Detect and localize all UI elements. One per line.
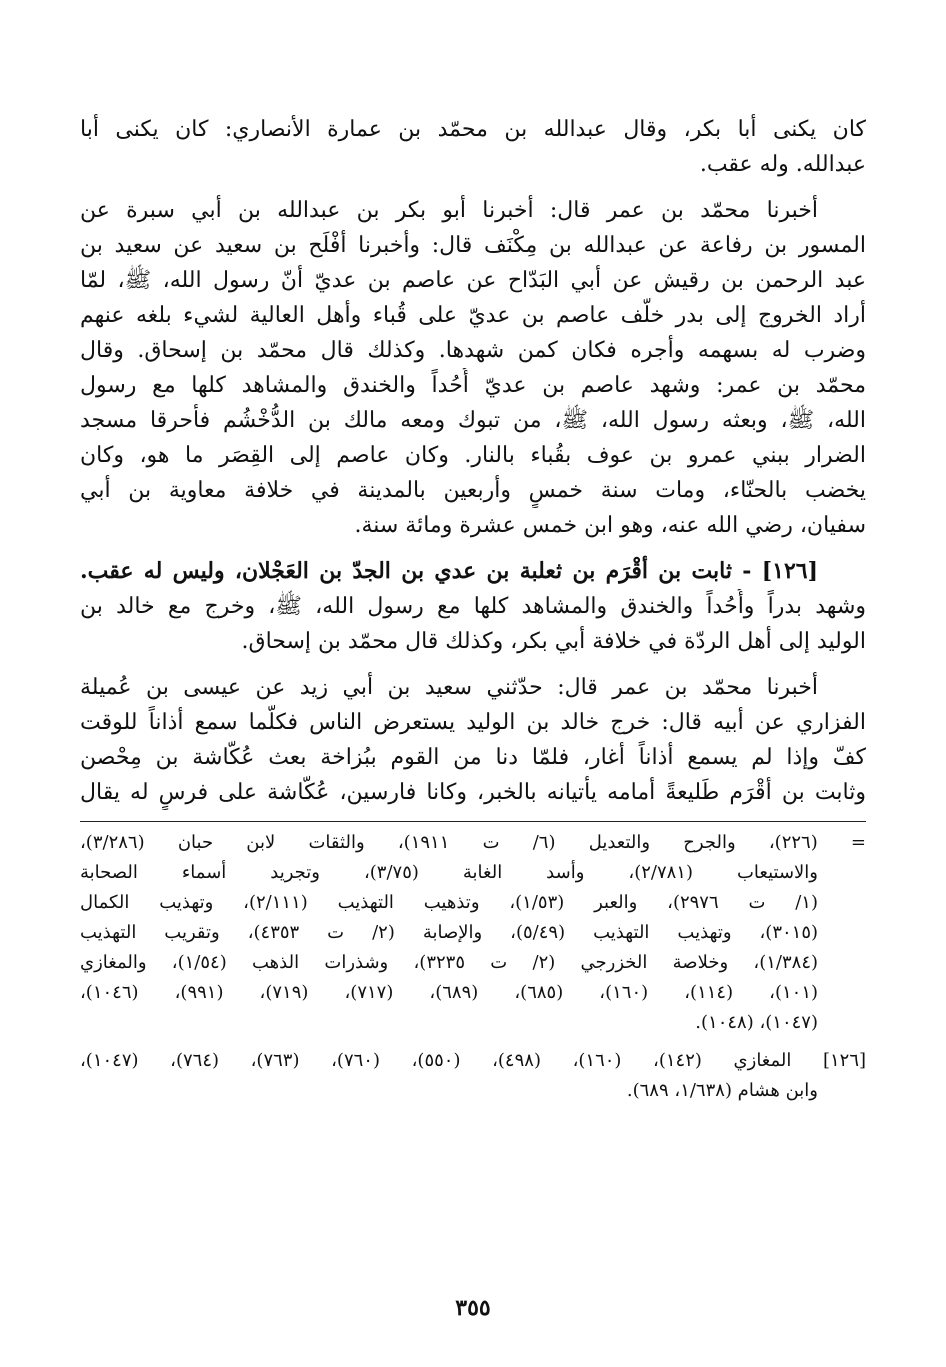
footnote-line: [١٢٦] المغازي (١٤٢)، (١٦٠)، (٤٩٨)، (٥٥٠)، (٧٦٠)، (٧٦٣)، (٧٦٤)، (١٠٤٧)، <box>80 1050 866 1071</box>
footnotes <box>80 828 866 1106</box>
text-line: المسور بن رفاعة عن عبدالله بن مِكْنَف قال: وأخبرنا أفْلَح بن سعيد عن سعيد بن <box>80 233 866 258</box>
footnote-line: (١/ ت ٢٩٧٦)، والعبر (١/٥٣)، وتذهيب التهذيب (٢/١١١)، وتهذيب الكمال <box>80 892 818 913</box>
text-line: محمّد بن عمر: وشهد عاصم بن عديّ أُحُداً والخندق والمشاهد كلها مع رسول <box>80 373 866 398</box>
text-line: أراد الخروج إلى بدر خلّف عاصم بن عديّ على قُباء وأهل العالية لشيء بلغه عنهم <box>80 303 866 328</box>
entry-heading: [١٢٦] - ثابت بن أقْرَم بن ثعلبة بن عدي بن الجدّ بن العَجْلان، وليس له عقب. <box>80 558 818 584</box>
text-line: وثابت بن أقْرَم طَليعةً أمامه يأتيانه بالخبر، وكانا فارسين، عُكّاشة على فرسٍ له يقال <box>80 780 866 805</box>
footnote-line: = (٢٢٦)، والجرح والتعديل (٦/ ت ١٩١١)، والثقات لابن حبان (٣/٢٨٦)، <box>80 832 866 853</box>
text-line: أخبرنا محمّد بن عمر قال: أخبرنا أبو بكر بن عبدالله بن أبي سبرة عن <box>80 198 818 223</box>
text-line: عبد الرحمن بن رقيش عن أبي البَدّاح عن عاصم بن عديّ أنّ رسول الله، ﷺ، لمّا <box>80 268 866 293</box>
paragraph-4 <box>80 670 866 810</box>
footnote-line: (١٠٤٧)، (١٠٤٨). <box>695 1012 818 1033</box>
footnote-continuation <box>80 828 866 1038</box>
footnote-line: والاستيعاب (٢/٧٨١)، وأسد الغابة (٣/٧٥)، وتجريد أسماء الصحابة <box>80 862 818 883</box>
text-line: الوليد إلى أهل الردّة في خلافة أبي بكر، وكذلك قال محمّد بن إسحاق. <box>241 629 866 654</box>
text-line: سفيان، رضي الله عنه، وهو ابن خمس عشرة ومائة سنة. <box>354 513 866 538</box>
text-line: يخضب بالحنّاء، ومات سنة خمسٍ وأربعين بالمدينة في خلافة معاوية بن أبي <box>80 478 866 503</box>
footnote-126 <box>80 1046 866 1106</box>
page-body <box>80 112 866 1114</box>
footnote-line: (١/٣٨٤)، وخلاصة الخزرجي (٢/ ت ٣٢٣٥)، وشذرات الذهب (١/٥٤)، والمغازي <box>80 952 819 973</box>
text-line: الله، ﷺ، وبعثه رسول الله، ﷺ، من تبوك ومعه مالك بن الدُّخْشُم فأحرقا مسجد <box>80 408 866 433</box>
text-line: وضرب له بسهمه وأجره فكان كمن شهدها. وكذلك قال محمّد بن إسحاق. وقال <box>80 338 866 363</box>
text-line: وشهد بدراً وأُحُداً والخندق والمشاهد كلها مع رسول الله، ﷺ، وخرج مع خالد بن <box>80 594 866 619</box>
footnote-line: (٣٠١٥)، وتهذيب التهذيب (٥/٤٩)، والإصابة (٢/ ت ٤٣٥٣)، وتقريب التهذيب <box>80 922 819 943</box>
text-line: الضرار ببني عمرو بن عوف بقُباء بالنار. وكان عاصم إلى القِصَر ما هو، وكان <box>80 443 866 468</box>
entry-126 <box>80 554 866 659</box>
footnote-line: وابن هشام (١/٦٣٨، ٦٨٩). <box>626 1080 818 1101</box>
footnote-divider <box>80 821 866 822</box>
text-line: أخبرنا محمّد بن عمر قال: حدّثني سعيد بن أبي زيد عن عيسى بن عُميلة <box>80 675 818 700</box>
text-line: كان يكنى أبا بكر، وقال عبدالله بن محمّد بن عمارة الأنصاري: كان يكنى أبا <box>80 117 866 142</box>
paragraph-1 <box>80 112 866 182</box>
text-line: الفزاري عن أبيه قال: خرج خالد بن الوليد يستعرض الناس فكلّما سمع أذاناً للوقت <box>80 710 866 735</box>
page-number: ٣٥٥ <box>455 1295 491 1321</box>
footnote-line: (١٠١)، (١١٤)، (١٦٠)، (٦٨٥)، (٦٨٩)، (٧١٧)، (٧١٩)، (٩٩١)، (١٠٤٦)، <box>80 982 819 1003</box>
text-line: عبدالله. وله عقب. <box>699 152 866 177</box>
text-line: كفّ وإذا لم يسمع أذاناً أغار، فلمّا دنا من القوم ببُزاخة بعث عُكّاشة بن مِحْصن <box>80 745 866 770</box>
paragraph-2 <box>80 193 866 543</box>
